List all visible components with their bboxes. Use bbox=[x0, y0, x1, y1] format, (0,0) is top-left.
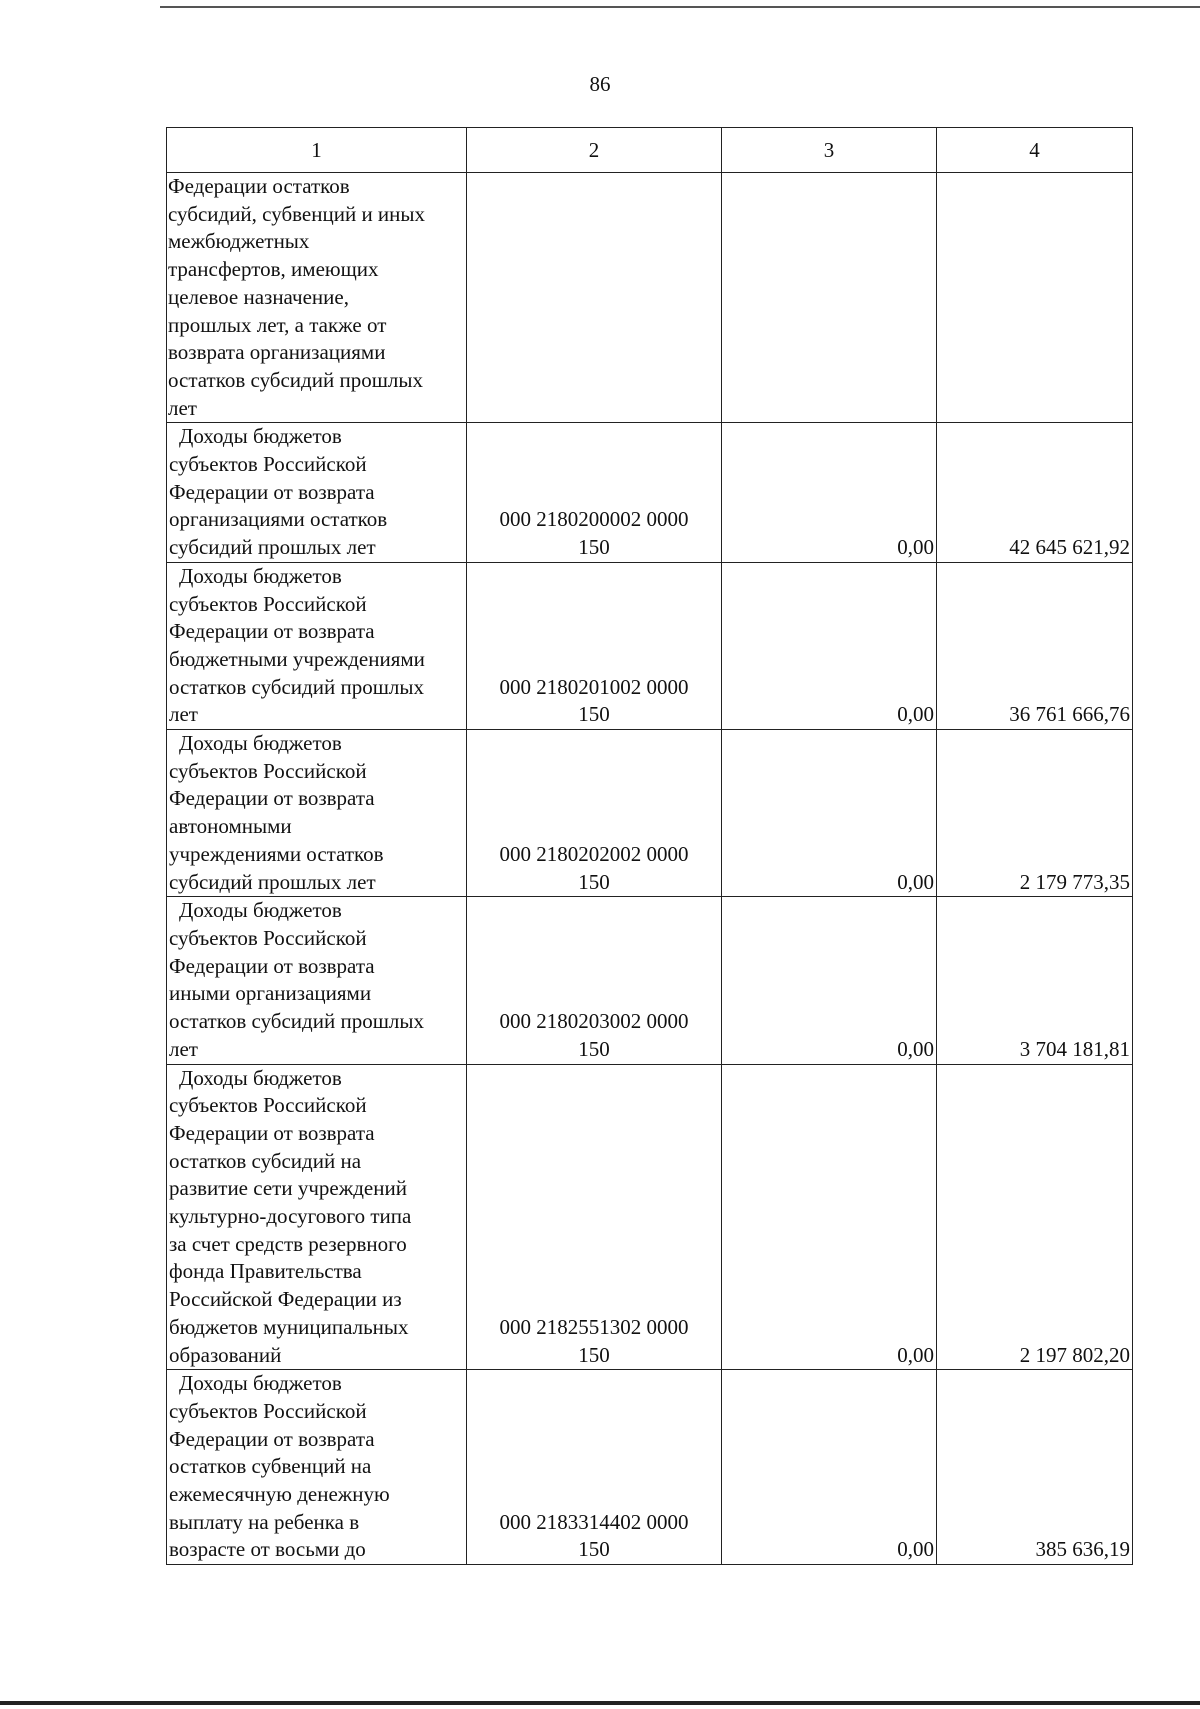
header-col-1: 1 bbox=[167, 128, 467, 173]
row-code: 000 2183314402 0000 150 bbox=[467, 1370, 722, 1565]
row-col3-value bbox=[722, 173, 937, 423]
table-row bbox=[167, 897, 1133, 1064]
top-border-line bbox=[160, 6, 1200, 8]
row-name: Доходы бюджетов субъектов Российской Федерации от возврата иными организациями остатков субсидий прошлых лет bbox=[167, 897, 467, 1064]
row-name: Доходы бюджетов субъектов Российской Федерации от возврата остатков субсидий на развитие сети учреждений культурно-досугового типа за счет средств резервного фонда Правительства Российской Федерации из бюджетов муниципальных образований bbox=[167, 1064, 467, 1370]
table-row bbox=[167, 1370, 1133, 1565]
row-code bbox=[467, 173, 722, 423]
row-col3-value: 0,00 bbox=[722, 562, 937, 729]
row-code: 000 2180202002 0000 150 bbox=[467, 730, 722, 897]
row-col4-value: 2 197 802,20 bbox=[937, 1064, 1133, 1370]
row-col4-value: 385 636,19 bbox=[937, 1370, 1133, 1565]
row-name: Федерации остатков субсидий, субвенций и иных межбюджетных трансфертов, имеющих целевое назначение, прошлых лет, а также от возврата организациями остатков субсидий прошлых лет bbox=[167, 173, 467, 423]
row-name: Доходы бюджетов субъектов Российской Федерации от возврата автономными учреждениями остатков субсидий прошлых лет bbox=[167, 730, 467, 897]
revenue-table bbox=[166, 127, 1133, 1565]
row-name: Доходы бюджетов субъектов Российской Федерации от возврата остатков субвенций на ежемесячную денежную выплату на ребенка в возрасте от восьми до bbox=[167, 1370, 467, 1565]
row-code: 000 2182551302 0000 150 bbox=[467, 1064, 722, 1370]
row-code: 000 2180200002 0000 150 bbox=[467, 423, 722, 563]
table-row bbox=[167, 1064, 1133, 1370]
row-code: 000 2180203002 0000 150 bbox=[467, 897, 722, 1064]
table-header-row bbox=[167, 128, 1133, 173]
row-name: Доходы бюджетов субъектов Российской Федерации от возврата организациями остатков субсидий прошлых лет bbox=[167, 423, 467, 563]
header-col-4: 4 bbox=[937, 128, 1133, 173]
row-col4-value: 2 179 773,35 bbox=[937, 730, 1133, 897]
header-col-2: 2 bbox=[467, 128, 722, 173]
row-col4-value: 42 645 621,92 bbox=[937, 423, 1133, 563]
table-row bbox=[167, 562, 1133, 729]
table-row bbox=[167, 730, 1133, 897]
page-number: 86 bbox=[589, 72, 611, 96]
bottom-border-line bbox=[0, 1701, 1200, 1705]
table-row bbox=[167, 423, 1133, 563]
row-col3-value: 0,00 bbox=[722, 423, 937, 563]
row-col4-value bbox=[937, 173, 1133, 423]
row-col3-value: 0,00 bbox=[722, 897, 937, 1064]
row-code: 000 2180201002 0000 150 bbox=[467, 562, 722, 729]
row-name: Доходы бюджетов субъектов Российской Федерации от возврата бюджетными учреждениями остатков субсидий прошлых лет bbox=[167, 562, 467, 729]
row-col3-value: 0,00 bbox=[722, 1064, 937, 1370]
row-col4-value: 3 704 181,81 bbox=[937, 897, 1133, 1064]
row-col4-value: 36 761 666,76 bbox=[937, 562, 1133, 729]
header-col-3: 3 bbox=[722, 128, 937, 173]
table-row bbox=[167, 173, 1133, 423]
row-col3-value: 0,00 bbox=[722, 1370, 937, 1565]
row-col3-value: 0,00 bbox=[722, 730, 937, 897]
